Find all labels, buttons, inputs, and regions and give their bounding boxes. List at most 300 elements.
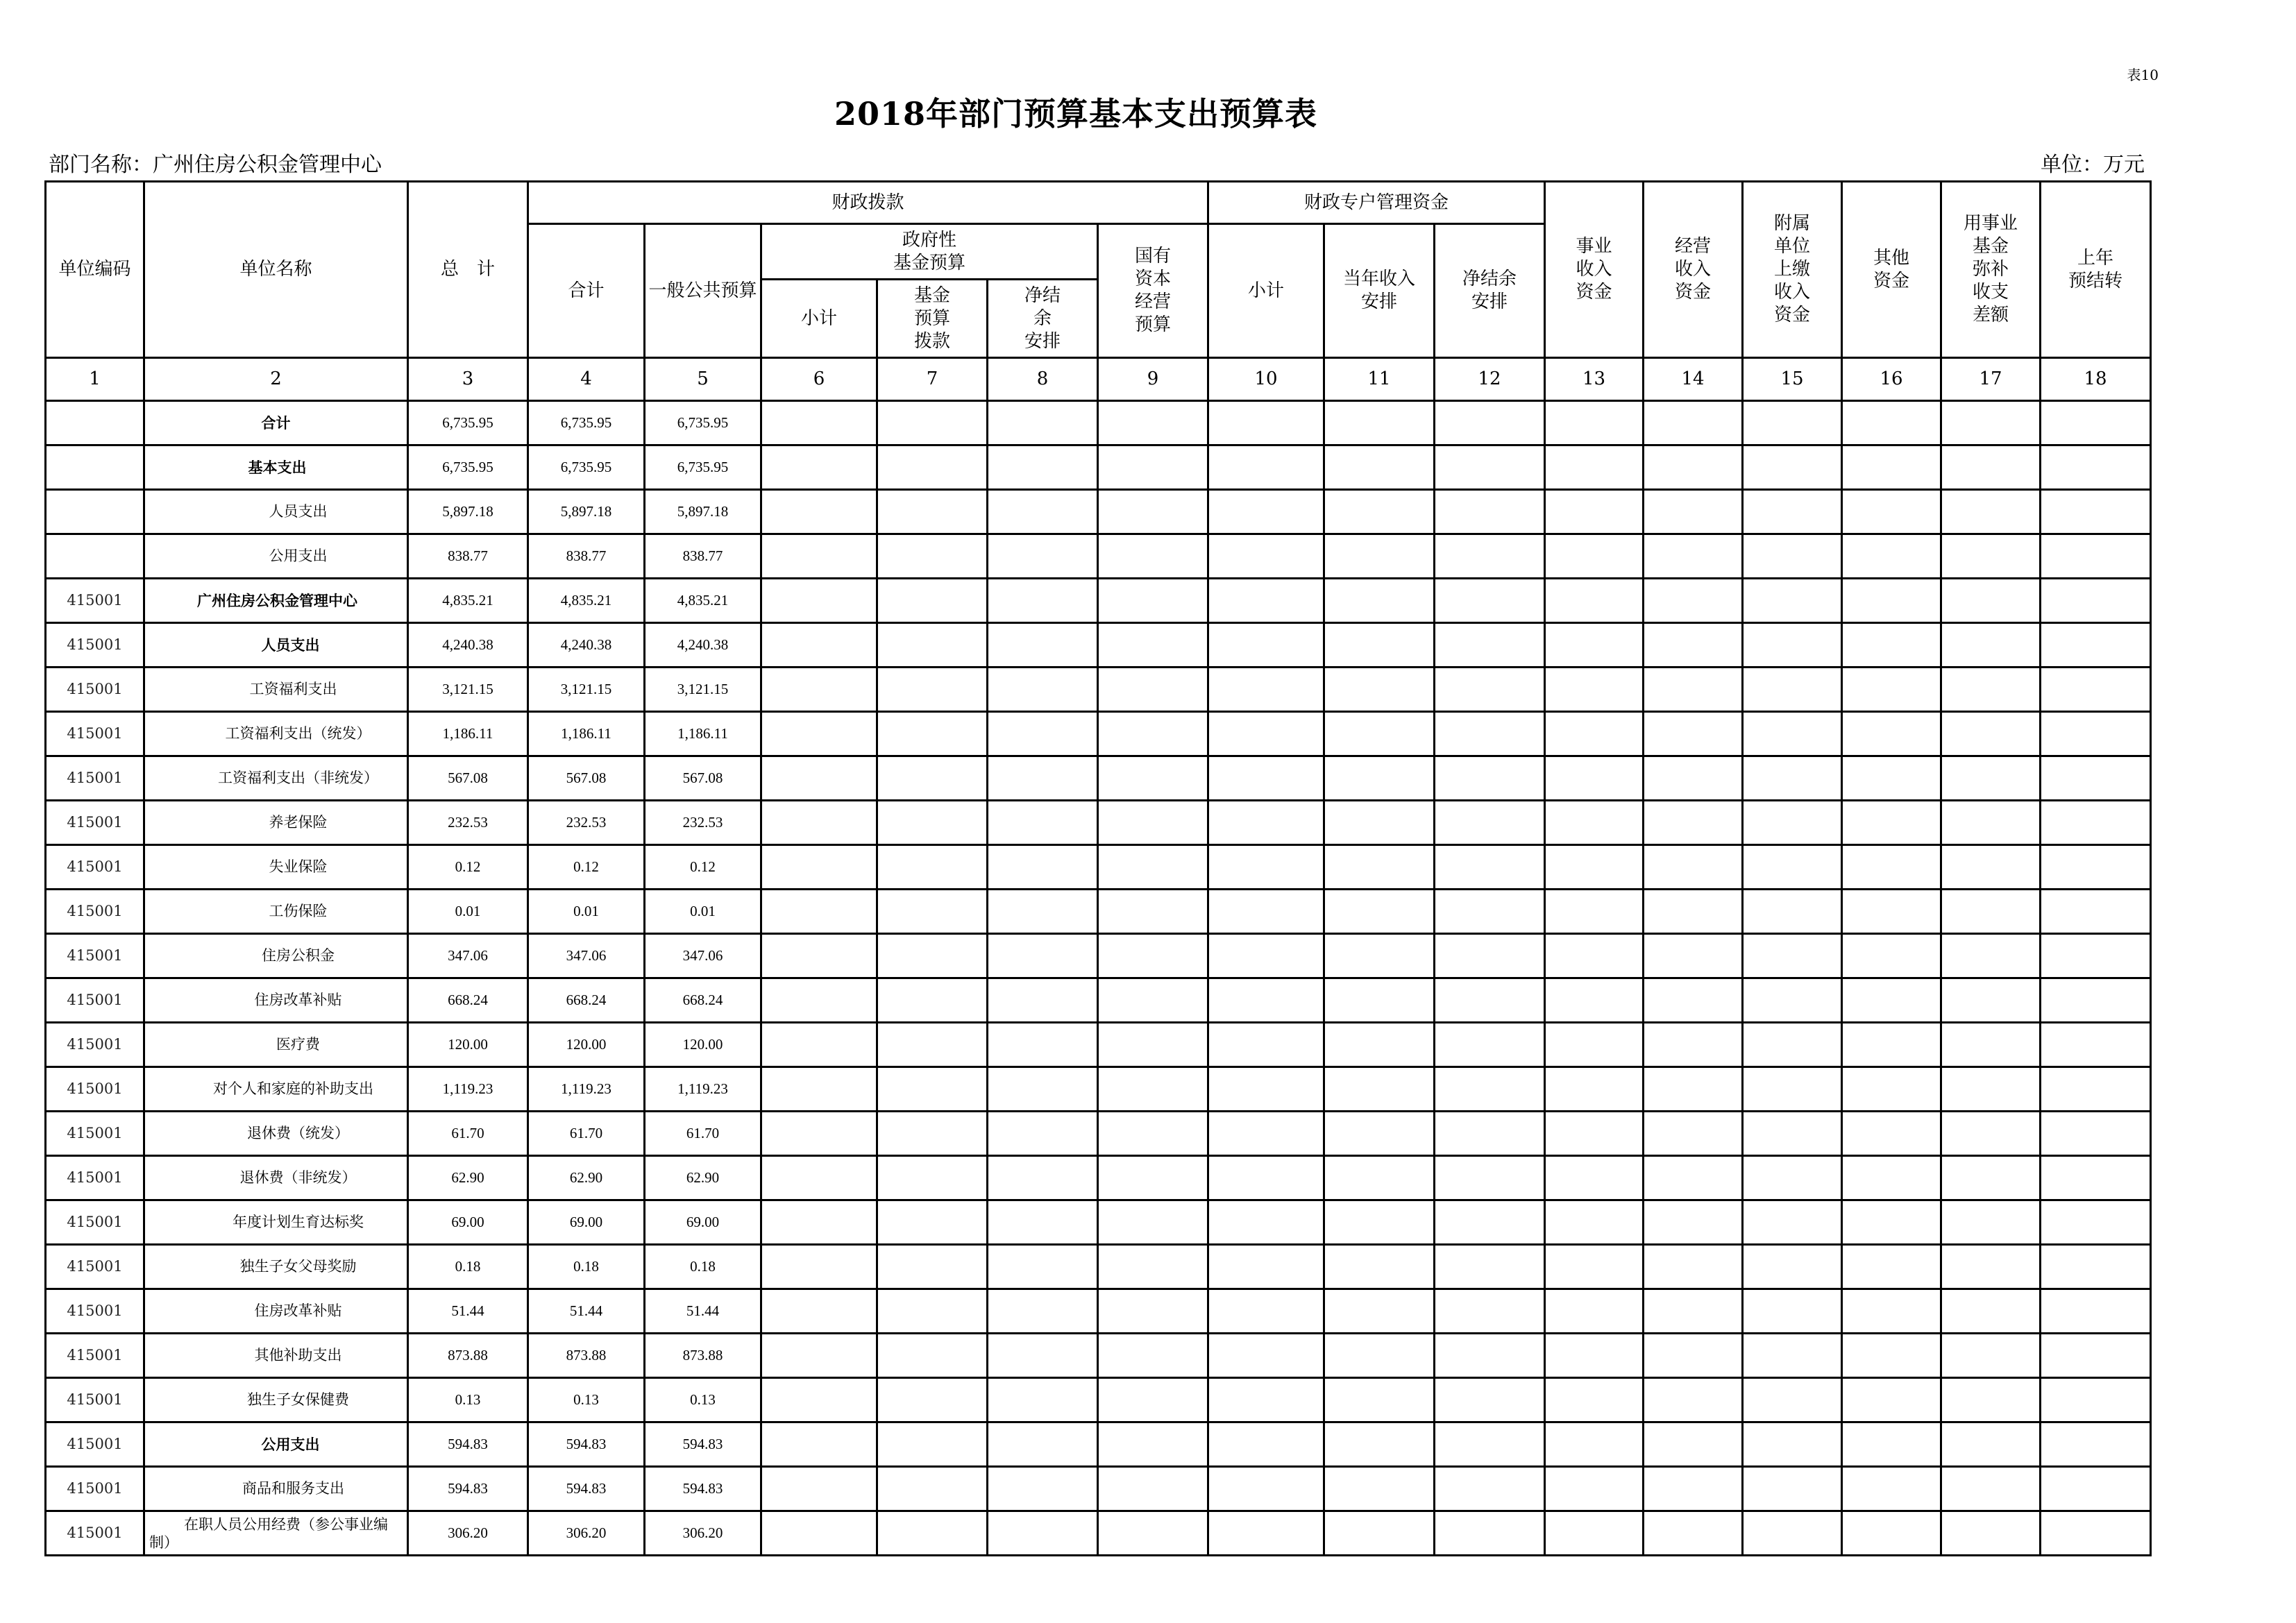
empty-cell bbox=[1644, 1245, 1743, 1289]
empty-cell bbox=[2041, 890, 2151, 934]
empty-cell bbox=[2041, 1511, 2151, 1556]
empty-cell bbox=[1842, 534, 1941, 579]
unit-label: 单位：万元 bbox=[2041, 153, 2145, 177]
empty-cell bbox=[1842, 890, 1941, 934]
unit-code-cell bbox=[46, 534, 144, 579]
table-row bbox=[46, 1112, 2151, 1156]
unit-name-text: 在职人员公用经费（参公事业编制） bbox=[149, 1515, 388, 1551]
unit-code-cell: 415001 bbox=[46, 712, 144, 756]
empty-cell bbox=[1324, 978, 1435, 1023]
empty-cell bbox=[1941, 1200, 2041, 1245]
empty-cell bbox=[1208, 490, 1324, 534]
empty-cell bbox=[2041, 490, 2151, 534]
empty-cell bbox=[1098, 1378, 1208, 1422]
empty-cell bbox=[1941, 1467, 2041, 1511]
empty-cell bbox=[1208, 534, 1324, 579]
empty-cell bbox=[877, 1245, 988, 1289]
empty-cell bbox=[877, 579, 988, 623]
total-cell: 1,186.11 bbox=[408, 712, 528, 756]
empty-cell bbox=[1324, 623, 1435, 668]
empty-cell bbox=[761, 490, 877, 534]
empty-cell bbox=[1208, 1156, 1324, 1200]
unit-name-cell bbox=[144, 1511, 408, 1556]
empty-cell bbox=[2041, 1067, 2151, 1112]
empty-cell bbox=[1098, 534, 1208, 579]
empty-cell bbox=[1743, 1289, 1842, 1334]
empty-cell bbox=[761, 845, 877, 890]
empty-cell bbox=[988, 1112, 1098, 1156]
sum-cell: 6,735.95 bbox=[528, 445, 645, 490]
empty-cell bbox=[1644, 1334, 1743, 1378]
empty-cell bbox=[2041, 978, 2151, 1023]
empty-cell bbox=[761, 1112, 877, 1156]
empty-cell bbox=[1545, 1289, 1644, 1334]
column-number: 5 bbox=[645, 358, 761, 401]
empty-cell bbox=[1435, 401, 1545, 445]
general-budget-cell: 62.90 bbox=[645, 1156, 761, 1200]
empty-cell bbox=[1324, 668, 1435, 712]
empty-cell bbox=[1098, 978, 1208, 1023]
column-number: 4 bbox=[528, 358, 645, 401]
empty-cell bbox=[1098, 401, 1208, 445]
empty-cell bbox=[1842, 1023, 1941, 1067]
total-cell: 873.88 bbox=[408, 1334, 528, 1378]
empty-cell bbox=[988, 1467, 1098, 1511]
empty-cell bbox=[1842, 712, 1941, 756]
sum-cell: 306.20 bbox=[528, 1511, 645, 1556]
table-number: 表10 bbox=[2127, 67, 2159, 83]
table-row bbox=[46, 1422, 2151, 1467]
empty-cell bbox=[1098, 668, 1208, 712]
empty-cell bbox=[1644, 1067, 1743, 1112]
sum-cell: 0.12 bbox=[528, 845, 645, 890]
empty-cell bbox=[1208, 1334, 1324, 1378]
table-row bbox=[46, 490, 2151, 534]
empty-cell bbox=[877, 490, 988, 534]
sum-cell: 61.70 bbox=[528, 1112, 645, 1156]
empty-cell bbox=[2041, 934, 2151, 978]
empty-cell bbox=[761, 978, 877, 1023]
general-budget-cell: 51.44 bbox=[645, 1289, 761, 1334]
empty-cell bbox=[988, 579, 1098, 623]
empty-cell bbox=[1644, 1200, 1743, 1245]
unit-code-cell: 415001 bbox=[46, 579, 144, 623]
empty-cell bbox=[1208, 801, 1324, 845]
empty-cell bbox=[988, 1511, 1098, 1556]
empty-cell bbox=[1644, 978, 1743, 1023]
empty-cell bbox=[1098, 1200, 1208, 1245]
general-budget-cell: 4,240.38 bbox=[645, 623, 761, 668]
general-budget-cell: 347.06 bbox=[645, 934, 761, 978]
empty-cell bbox=[1644, 1422, 1743, 1467]
unit-name-cell: 工资福利支出 bbox=[144, 668, 408, 712]
empty-cell bbox=[1644, 712, 1743, 756]
empty-cell bbox=[1098, 1156, 1208, 1200]
empty-cell bbox=[1098, 1067, 1208, 1112]
empty-cell bbox=[1743, 490, 1842, 534]
empty-cell bbox=[1545, 1112, 1644, 1156]
empty-cell bbox=[1842, 1200, 1941, 1245]
empty-cell bbox=[761, 1156, 877, 1200]
sum-cell: 4,835.21 bbox=[528, 579, 645, 623]
column-number: 12 bbox=[1435, 358, 1545, 401]
total-cell: 51.44 bbox=[408, 1289, 528, 1334]
column-number: 15 bbox=[1743, 358, 1842, 401]
header-current-income: 当年收入 安排 bbox=[1324, 224, 1435, 358]
empty-cell bbox=[1098, 1511, 1208, 1556]
empty-cell bbox=[877, 1023, 988, 1067]
empty-cell bbox=[1941, 445, 2041, 490]
header-carryover: 上年 预结转 bbox=[2041, 182, 2151, 358]
empty-cell bbox=[877, 668, 988, 712]
empty-cell bbox=[761, 1245, 877, 1289]
empty-cell bbox=[1208, 1067, 1324, 1112]
empty-cell bbox=[988, 1156, 1098, 1200]
sum-cell: 120.00 bbox=[528, 1023, 645, 1067]
general-budget-cell: 6,735.95 bbox=[645, 445, 761, 490]
empty-cell bbox=[2041, 712, 2151, 756]
sum-cell: 567.08 bbox=[528, 756, 645, 801]
empty-cell bbox=[1208, 1200, 1324, 1245]
empty-cell bbox=[1545, 1156, 1644, 1200]
header-other-funds: 其他 资金 bbox=[1842, 182, 1941, 358]
empty-cell bbox=[1435, 1334, 1545, 1378]
empty-cell bbox=[1644, 445, 1743, 490]
empty-cell bbox=[1435, 534, 1545, 579]
unit-code-cell: 415001 bbox=[46, 668, 144, 712]
header-unit-code: 单位编码 bbox=[46, 182, 144, 358]
empty-cell bbox=[1545, 756, 1644, 801]
empty-cell bbox=[1098, 1467, 1208, 1511]
empty-cell bbox=[1324, 445, 1435, 490]
unit-code-cell: 415001 bbox=[46, 1156, 144, 1200]
unit-code-cell: 415001 bbox=[46, 1511, 144, 1556]
unit-code-cell: 415001 bbox=[46, 890, 144, 934]
department-name: 部门名称：广州住房公积金管理中心 bbox=[49, 153, 382, 177]
unit-name-cell: 独生子女父母奖励 bbox=[144, 1245, 408, 1289]
empty-cell bbox=[877, 934, 988, 978]
empty-cell bbox=[1842, 978, 1941, 1023]
unit-code-cell: 415001 bbox=[46, 1200, 144, 1245]
empty-cell bbox=[1842, 579, 1941, 623]
table-row bbox=[46, 1200, 2151, 1245]
empty-cell bbox=[1644, 401, 1743, 445]
table-row bbox=[46, 623, 2151, 668]
empty-cell bbox=[1435, 712, 1545, 756]
empty-cell bbox=[877, 1289, 988, 1334]
empty-cell bbox=[1842, 490, 1941, 534]
empty-cell bbox=[1435, 1112, 1545, 1156]
unit-name-cell: 人员支出 bbox=[144, 490, 408, 534]
general-budget-cell: 0.12 bbox=[645, 845, 761, 890]
total-cell: 567.08 bbox=[408, 756, 528, 801]
empty-cell bbox=[1644, 1112, 1743, 1156]
empty-cell bbox=[877, 1422, 988, 1467]
empty-cell bbox=[2041, 801, 2151, 845]
empty-cell bbox=[1208, 845, 1324, 890]
empty-cell bbox=[1435, 890, 1545, 934]
empty-cell bbox=[1743, 1156, 1842, 1200]
empty-cell bbox=[988, 1378, 1098, 1422]
unit-name-cell: 独生子女保健费 bbox=[144, 1378, 408, 1422]
empty-cell bbox=[761, 1334, 877, 1378]
unit-name-cell: 医疗费 bbox=[144, 1023, 408, 1067]
empty-cell bbox=[877, 890, 988, 934]
empty-cell bbox=[1644, 801, 1743, 845]
sum-cell: 62.90 bbox=[528, 1156, 645, 1200]
header-net-balance: 净结 余 安排 bbox=[988, 280, 1098, 358]
unit-name-cell: 工资福利支出（统发） bbox=[144, 712, 408, 756]
empty-cell bbox=[1545, 534, 1644, 579]
unit-name-cell: 工资福利支出（非统发） bbox=[144, 756, 408, 801]
empty-cell bbox=[877, 1200, 988, 1245]
total-cell: 668.24 bbox=[408, 978, 528, 1023]
empty-cell bbox=[1644, 1467, 1743, 1511]
empty-cell bbox=[1842, 801, 1941, 845]
general-budget-cell: 0.01 bbox=[645, 890, 761, 934]
empty-cell bbox=[1324, 1067, 1435, 1112]
empty-cell bbox=[761, 401, 877, 445]
table-row bbox=[46, 1156, 2151, 1200]
header-gov-subtotal: 小计 bbox=[761, 280, 877, 358]
empty-cell bbox=[1941, 712, 2041, 756]
total-cell: 4,835.21 bbox=[408, 579, 528, 623]
empty-cell bbox=[1941, 490, 2041, 534]
empty-cell bbox=[1435, 668, 1545, 712]
empty-cell bbox=[2041, 1112, 2151, 1156]
column-number: 13 bbox=[1545, 358, 1644, 401]
total-cell: 5,897.18 bbox=[408, 490, 528, 534]
empty-cell bbox=[1941, 1156, 2041, 1200]
empty-cell bbox=[1545, 445, 1644, 490]
sum-cell: 6,735.95 bbox=[528, 401, 645, 445]
empty-cell bbox=[1435, 490, 1545, 534]
total-cell: 594.83 bbox=[408, 1467, 528, 1511]
empty-cell bbox=[1842, 1422, 1941, 1467]
unit-name-cell: 失业保险 bbox=[144, 845, 408, 890]
sum-cell: 0.18 bbox=[528, 1245, 645, 1289]
total-cell: 4,240.38 bbox=[408, 623, 528, 668]
sum-cell: 594.83 bbox=[528, 1422, 645, 1467]
empty-cell bbox=[1545, 1200, 1644, 1245]
general-budget-cell: 594.83 bbox=[645, 1422, 761, 1467]
empty-cell bbox=[988, 890, 1098, 934]
total-cell: 0.13 bbox=[408, 1378, 528, 1422]
empty-cell bbox=[1324, 1245, 1435, 1289]
empty-cell bbox=[1208, 1378, 1324, 1422]
empty-cell bbox=[1743, 623, 1842, 668]
empty-cell bbox=[1545, 579, 1644, 623]
table-row bbox=[46, 801, 2151, 845]
empty-cell bbox=[1743, 845, 1842, 890]
table-row bbox=[46, 668, 2151, 712]
empty-cell bbox=[761, 801, 877, 845]
unit-code-cell: 415001 bbox=[46, 845, 144, 890]
empty-cell bbox=[2041, 1200, 2151, 1245]
empty-cell bbox=[1324, 801, 1435, 845]
unit-code-cell: 415001 bbox=[46, 1378, 144, 1422]
empty-cell bbox=[988, 401, 1098, 445]
empty-cell bbox=[2041, 1467, 2151, 1511]
empty-cell bbox=[1208, 1289, 1324, 1334]
empty-cell bbox=[1842, 756, 1941, 801]
table-row bbox=[46, 845, 2151, 890]
empty-cell bbox=[1208, 1467, 1324, 1511]
table-row bbox=[46, 890, 2151, 934]
empty-cell bbox=[761, 1511, 877, 1556]
empty-cell bbox=[761, 1378, 877, 1422]
empty-cell bbox=[1098, 756, 1208, 801]
empty-cell bbox=[877, 1467, 988, 1511]
empty-cell bbox=[2041, 1334, 2151, 1378]
empty-cell bbox=[1545, 401, 1644, 445]
empty-cell bbox=[1941, 1289, 2041, 1334]
empty-cell bbox=[1098, 579, 1208, 623]
column-number: 8 bbox=[988, 358, 1098, 401]
empty-cell bbox=[1545, 845, 1644, 890]
sum-cell: 594.83 bbox=[528, 1467, 645, 1511]
empty-cell bbox=[1208, 1422, 1324, 1467]
empty-cell bbox=[1098, 1422, 1208, 1467]
header-net-surplus: 净结余 安排 bbox=[1435, 224, 1545, 358]
column-number: 10 bbox=[1208, 358, 1324, 401]
empty-cell bbox=[2041, 579, 2151, 623]
header-gov-fund: 政府性 基金预算 bbox=[761, 224, 1098, 280]
empty-cell bbox=[1545, 1422, 1644, 1467]
unit-name-cell: 退休费（非统发） bbox=[144, 1156, 408, 1200]
total-cell: 0.12 bbox=[408, 845, 528, 890]
empty-cell bbox=[1324, 1200, 1435, 1245]
empty-cell bbox=[1435, 1245, 1545, 1289]
unit-code-cell: 415001 bbox=[46, 1023, 144, 1067]
empty-cell bbox=[1208, 1245, 1324, 1289]
empty-cell bbox=[2041, 401, 2151, 445]
empty-cell bbox=[1644, 1289, 1743, 1334]
header-unit-name: 单位名称 bbox=[144, 182, 408, 358]
empty-cell bbox=[1545, 1511, 1644, 1556]
unit-code-cell: 415001 bbox=[46, 756, 144, 801]
column-number: 14 bbox=[1644, 358, 1743, 401]
empty-cell bbox=[761, 534, 877, 579]
empty-cell bbox=[1842, 845, 1941, 890]
empty-cell bbox=[1324, 1334, 1435, 1378]
empty-cell bbox=[1098, 801, 1208, 845]
empty-cell bbox=[2041, 445, 2151, 490]
column-number: 16 bbox=[1842, 358, 1941, 401]
empty-cell bbox=[1842, 1511, 1941, 1556]
empty-cell bbox=[1842, 934, 1941, 978]
empty-cell bbox=[1545, 934, 1644, 978]
table-row bbox=[46, 978, 2151, 1023]
table-row bbox=[46, 579, 2151, 623]
unit-name-cell: 住房改革补贴 bbox=[144, 1289, 408, 1334]
empty-cell bbox=[1208, 401, 1324, 445]
empty-cell bbox=[1545, 1245, 1644, 1289]
total-cell: 61.70 bbox=[408, 1112, 528, 1156]
empty-cell bbox=[1545, 890, 1644, 934]
unit-code-cell: 415001 bbox=[46, 934, 144, 978]
unit-code-cell: 415001 bbox=[46, 801, 144, 845]
empty-cell bbox=[1435, 579, 1545, 623]
empty-cell bbox=[1743, 890, 1842, 934]
empty-cell bbox=[1842, 668, 1941, 712]
unit-name-cell: 工伤保险 bbox=[144, 890, 408, 934]
empty-cell bbox=[1644, 623, 1743, 668]
general-budget-cell: 61.70 bbox=[645, 1112, 761, 1156]
empty-cell bbox=[1324, 890, 1435, 934]
empty-cell bbox=[1842, 623, 1941, 668]
empty-cell bbox=[1098, 1245, 1208, 1289]
empty-cell bbox=[1743, 801, 1842, 845]
empty-cell bbox=[1842, 1156, 1941, 1200]
empty-cell bbox=[1098, 445, 1208, 490]
total-cell: 1,119.23 bbox=[408, 1067, 528, 1112]
empty-cell bbox=[1324, 1511, 1435, 1556]
empty-cell bbox=[1435, 845, 1545, 890]
header-business-income: 事业 收入 资金 bbox=[1545, 182, 1644, 358]
total-cell: 3,121.15 bbox=[408, 668, 528, 712]
empty-cell bbox=[1208, 445, 1324, 490]
empty-cell bbox=[1743, 1334, 1842, 1378]
empty-cell bbox=[988, 490, 1098, 534]
empty-cell bbox=[1743, 579, 1842, 623]
empty-cell bbox=[1545, 490, 1644, 534]
empty-cell bbox=[1098, 1334, 1208, 1378]
header-special-subtotal: 小计 bbox=[1208, 224, 1324, 358]
empty-cell bbox=[1941, 801, 2041, 845]
empty-cell bbox=[1545, 801, 1644, 845]
empty-cell bbox=[1324, 934, 1435, 978]
empty-cell bbox=[761, 934, 877, 978]
empty-cell bbox=[1743, 401, 1842, 445]
unit-name-cell: 住房改革补贴 bbox=[144, 978, 408, 1023]
sum-cell: 0.13 bbox=[528, 1378, 645, 1422]
empty-cell bbox=[1435, 1067, 1545, 1112]
unit-name-cell: 公用支出 bbox=[144, 534, 408, 579]
empty-cell bbox=[1743, 668, 1842, 712]
empty-cell bbox=[1941, 668, 2041, 712]
empty-cell bbox=[1644, 934, 1743, 978]
empty-cell bbox=[1842, 1467, 1941, 1511]
table-row bbox=[46, 401, 2151, 445]
general-budget-cell: 0.13 bbox=[645, 1378, 761, 1422]
empty-cell bbox=[1324, 1112, 1435, 1156]
empty-cell bbox=[1644, 668, 1743, 712]
general-budget-cell: 3,121.15 bbox=[645, 668, 761, 712]
empty-cell bbox=[761, 579, 877, 623]
column-number: 6 bbox=[761, 358, 877, 401]
column-number: 7 bbox=[877, 358, 988, 401]
table-row bbox=[46, 1067, 2151, 1112]
table-row bbox=[46, 756, 2151, 801]
total-cell: 0.18 bbox=[408, 1245, 528, 1289]
unit-name-cell: 基本支出 bbox=[144, 445, 408, 490]
column-number: 17 bbox=[1941, 358, 2041, 401]
unit-code-cell: 415001 bbox=[46, 1112, 144, 1156]
empty-cell bbox=[877, 1156, 988, 1200]
total-cell: 347.06 bbox=[408, 934, 528, 978]
empty-cell bbox=[1324, 401, 1435, 445]
empty-cell bbox=[1842, 1245, 1941, 1289]
sum-cell: 69.00 bbox=[528, 1200, 645, 1245]
empty-cell bbox=[1743, 934, 1842, 978]
empty-cell bbox=[988, 534, 1098, 579]
empty-cell bbox=[1435, 978, 1545, 1023]
empty-cell bbox=[1743, 978, 1842, 1023]
empty-cell bbox=[1842, 1289, 1941, 1334]
unit-name-cell: 对个人和家庭的补助支出 bbox=[144, 1067, 408, 1112]
header-general-budget: 一般公共预算 bbox=[645, 224, 761, 358]
